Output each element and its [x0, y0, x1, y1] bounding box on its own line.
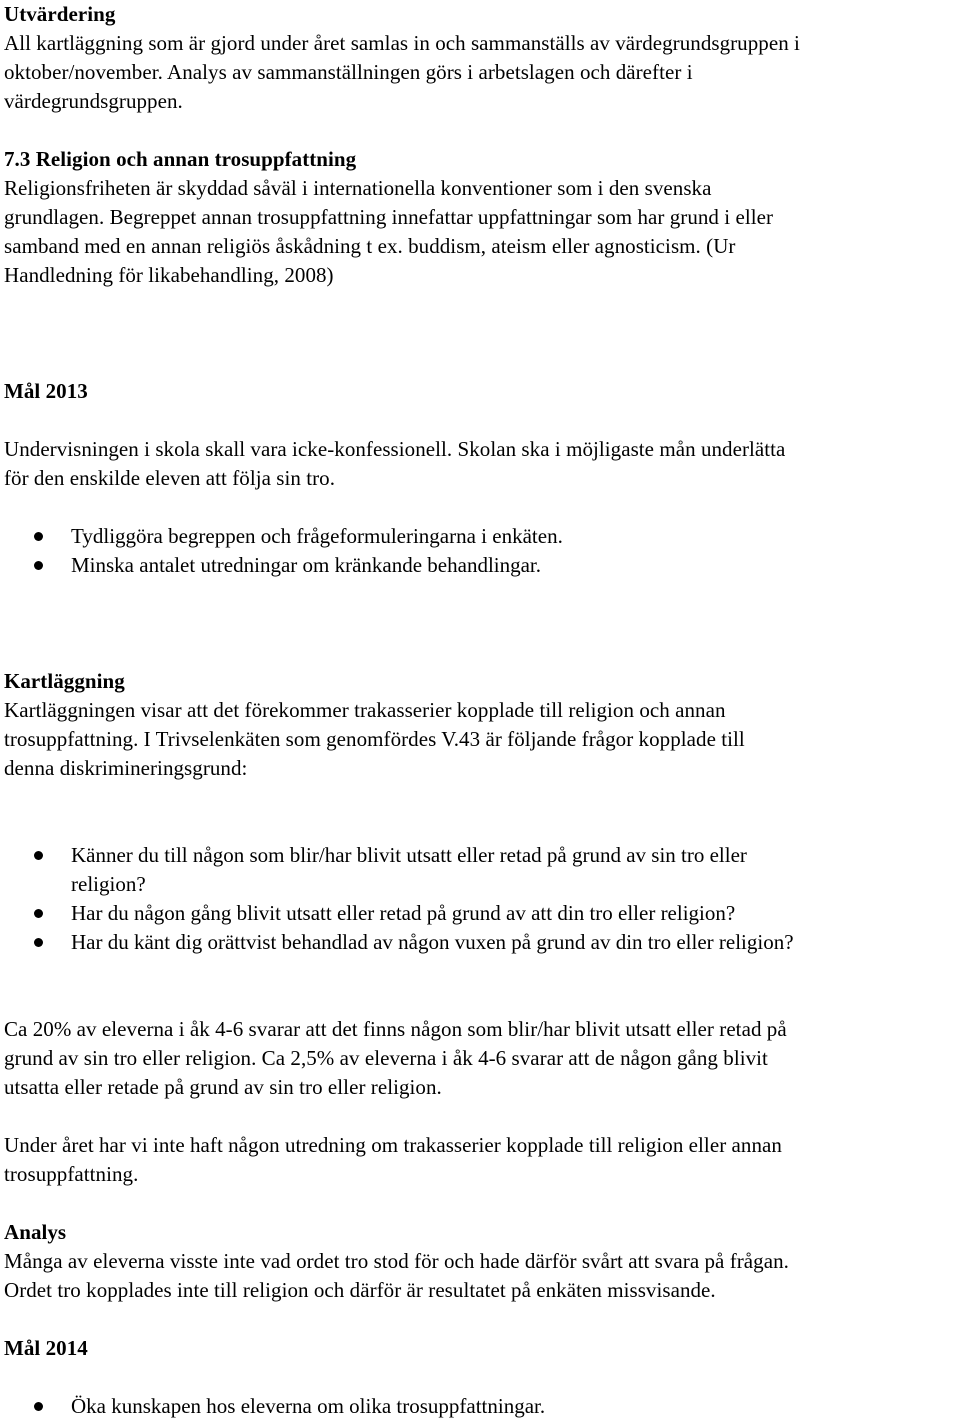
- bullet-item: Känner du till någon som blir/har blivit utsatt eller retad på grund av sin tro eller: [4, 841, 954, 870]
- spacer: [4, 493, 954, 522]
- paragraph-line: Ca 20% av eleverna i åk 4-6 svarar att det finns någon som blir/har blivit utsatt eller retad på: [4, 1017, 787, 1041]
- bullet-icon: [34, 561, 43, 570]
- paragraph-line: Många av eleverna visste inte vad ordet tro stod för och hade därför svårt att svara på frågan.: [4, 1249, 789, 1273]
- spacer: [4, 1189, 954, 1218]
- paragraph-line: för den enskilde eleven att följa sin tro.: [4, 466, 335, 490]
- section-utvardering: [4, 0, 954, 116]
- paragraph-line: Religionsfriheten är skyddad såväl i internationella konventioner som i den svenska: [4, 176, 712, 200]
- paragraph-line: All kartläggning som är gjord under året samlas in och sammanställs av värdegrundsgruppen i: [4, 31, 800, 55]
- paragraph-line: grund av sin tro eller religion. Ca 2,5% av eleverna i åk 4-6 svarar att de någon gång blivit: [4, 1046, 768, 1070]
- paragraph-line: denna diskrimineringsgrund:: [4, 756, 248, 780]
- bullet-icon: [34, 1402, 43, 1411]
- spacer: [4, 290, 954, 377]
- bullet-icon: [34, 909, 43, 918]
- paragraph-line: oktober/november. Analys av sammanställningen görs i arbetslagen och därefter i: [4, 60, 693, 84]
- spacer: [4, 1305, 954, 1334]
- section-mal-2013: [4, 377, 954, 580]
- paragraph-line: trosuppfattning. I Trivselenkäten som genomfördes V.43 är följande frågor kopplade till: [4, 727, 745, 751]
- bullet-list-questions: [4, 841, 954, 957]
- heading-utvardering: Utvärdering: [4, 2, 116, 26]
- bullet-item: Öka kunskapen hos eleverna om olika trosuppfattningar.: [4, 1392, 954, 1421]
- paragraph-line: värdegrundsgruppen.: [4, 89, 183, 113]
- section-kartlaggning: [4, 667, 954, 1189]
- spacer: [4, 957, 954, 1015]
- paragraph-line: samband med en annan religiös åskådning t ex. buddism, ateism eller agnosticism. (Ur: [4, 234, 736, 258]
- spacer: [4, 580, 954, 667]
- bullet-item: Minska antalet utredningar om kränkande behandlingar.: [4, 551, 954, 580]
- paragraph-line: Kartläggningen visar att det förekommer trakasserier kopplade till religion och annan: [4, 698, 726, 722]
- paragraph-line: grundlagen. Begreppet annan trosuppfattning innefattar uppfattningar som har grund i eller: [4, 205, 774, 229]
- heading-mal-2013: Mål 2013: [4, 379, 88, 403]
- section-analys: [4, 1218, 954, 1305]
- paragraph-line: trosuppfattning.: [4, 1162, 139, 1186]
- section-mal-2014: [4, 1334, 954, 1421]
- spacer: [4, 116, 954, 145]
- paragraph-line: utsatta eller retade på grund av sin tro eller religion.: [4, 1075, 442, 1099]
- paragraph-line: Ordet tro kopplades inte till religion och därför är resultatet på enkäten missvisande.: [4, 1278, 716, 1302]
- spacer: [4, 1363, 954, 1392]
- heading-analys: Analys: [4, 1220, 67, 1244]
- bullet-item-continuation: religion?: [71, 872, 146, 896]
- bullet-icon: [34, 851, 43, 860]
- heading-religion: 7.3 Religion och annan trosuppfattning: [4, 147, 357, 171]
- bullet-icon: [34, 938, 43, 947]
- paragraph-line: Handledning för likabehandling, 2008): [4, 263, 334, 287]
- spacer: [4, 783, 954, 841]
- heading-kartlaggning: Kartläggning: [4, 669, 125, 693]
- heading-mal-2014: Mål 2014: [4, 1336, 88, 1360]
- document-page: [4, 0, 954, 1421]
- section-religion: [4, 145, 954, 290]
- bullet-item: Har du någon gång blivit utsatt eller retad på grund av att din tro eller religion?: [4, 899, 954, 928]
- paragraph-line: Under året har vi inte haft någon utredning om trakasserier kopplade till religion eller annan: [4, 1133, 782, 1157]
- spacer: [4, 406, 954, 435]
- bullet-item: Har du känt dig orättvist behandlad av någon vuxen på grund av din tro eller religion?: [4, 928, 954, 957]
- bullet-icon: [34, 532, 43, 541]
- bullet-list-mal-2013: [4, 522, 954, 580]
- spacer: [4, 1102, 954, 1131]
- bullet-item: Tydliggöra begreppen och frågeformuleringarna i enkäten.: [4, 522, 954, 551]
- paragraph-line: Undervisningen i skola skall vara icke-konfessionell. Skolan ska i möjligaste mån underlätta: [4, 437, 786, 461]
- bullet-list-mal-2014: [4, 1392, 954, 1421]
